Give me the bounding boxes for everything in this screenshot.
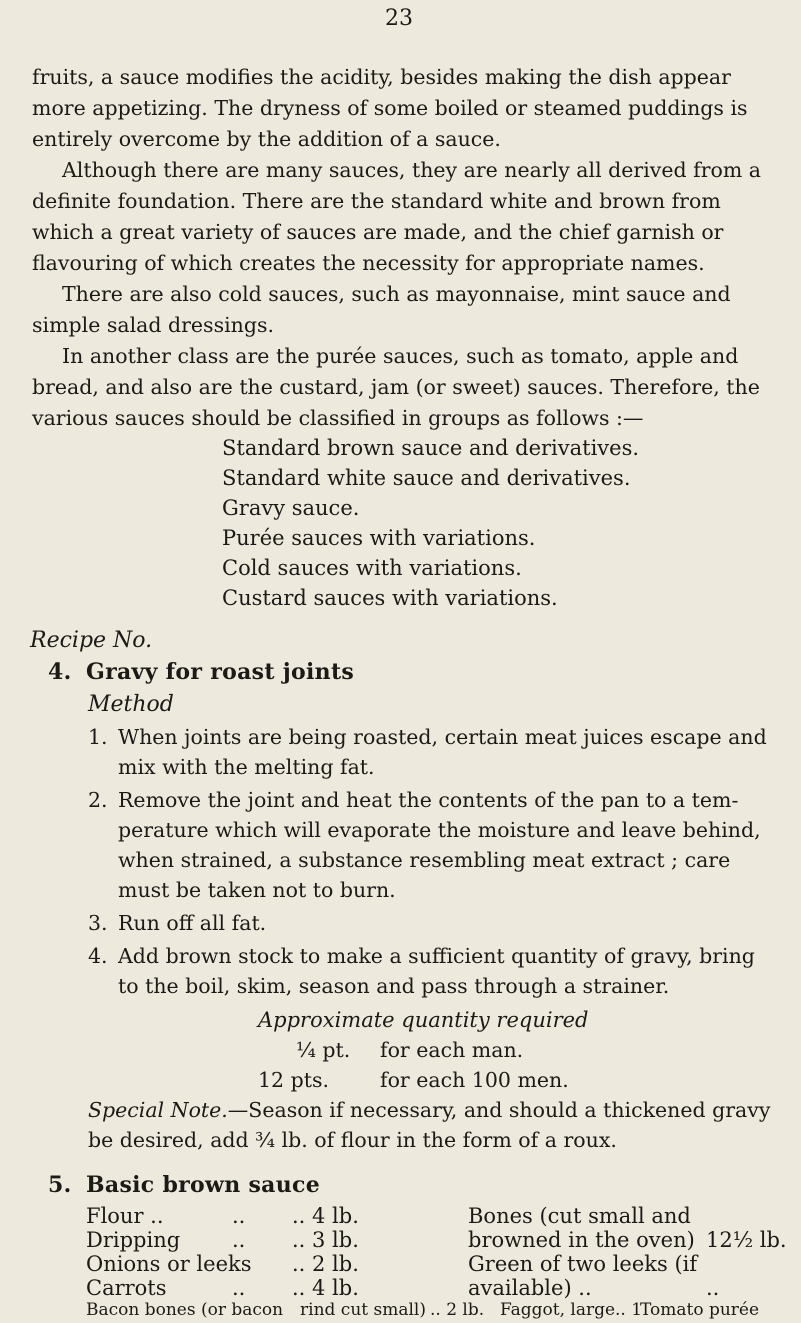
special-note bbox=[88, 1098, 770, 1122]
step-number: 4. bbox=[88, 944, 108, 968]
ingredient-dots: .. bbox=[232, 1204, 246, 1228]
step-line: to the boil, skim, season and pass through a strainer. bbox=[118, 974, 670, 998]
ingredient-name: Flour .. bbox=[86, 1204, 164, 1228]
ingredient-name: rind cut small) bbox=[300, 1300, 426, 1320]
ingredient-name: Carrots bbox=[86, 1276, 167, 1300]
approx-qty-2: 12 pts. bbox=[258, 1068, 329, 1092]
sauce-group-item: Gravy sauce. bbox=[222, 496, 360, 520]
step-line: When joints are being roasted, certain meat juices escape and bbox=[118, 725, 767, 749]
method-label: Method bbox=[88, 692, 174, 717]
approx-qty-1: ¼ pt. bbox=[296, 1038, 351, 1062]
ingredient-qty: .. 4 lb. bbox=[292, 1204, 359, 1228]
ingredient-name: browned in the oven) bbox=[468, 1228, 695, 1252]
sauce-group-item: Custard sauces with variations. bbox=[222, 586, 558, 610]
ingredient-name: Faggot, large bbox=[500, 1300, 616, 1320]
intro-line: definite foundation. There are the standard white and brown from bbox=[32, 189, 721, 213]
ingredient-name: Green of two leeks (if bbox=[468, 1252, 698, 1276]
step-line: perature which will evaporate the moisture and leave behind, bbox=[118, 818, 761, 842]
intro-line: fruits, a sauce modifies the acidity, besides making the dish appear bbox=[32, 65, 731, 89]
ingredient-name: Bacon bones (or bacon bbox=[86, 1300, 284, 1320]
intro-line: flavouring of which creates the necessity for appropriate names. bbox=[32, 251, 705, 275]
step-number: 2. bbox=[88, 788, 108, 812]
step-line: must be taken not to burn. bbox=[118, 878, 396, 902]
approx-text-2: for each 100 men. bbox=[380, 1068, 569, 1092]
step-number: 3. bbox=[88, 911, 108, 935]
approx-text-1: for each man. bbox=[380, 1038, 524, 1062]
sauce-group-item: Cold sauces with variations. bbox=[222, 556, 522, 580]
special-note-line: Season if necessary, and should a thickened gravy bbox=[248, 1098, 771, 1122]
recipe-4-number: 4. bbox=[48, 659, 72, 685]
recipe-5-title: Basic brown sauce bbox=[86, 1172, 321, 1198]
ingredient-name: Dripping bbox=[86, 1228, 181, 1252]
intro-line: bread, and also are the custard, jam (or sweet) sauces. Therefore, the bbox=[32, 375, 760, 399]
ingredient-qty: .. 2 lb. bbox=[292, 1252, 359, 1276]
step-line: Remove the joint and heat the contents of the pan to a tem- bbox=[118, 788, 739, 812]
intro-line: more appetizing. The dryness of some boiled or steamed puddings is bbox=[32, 96, 748, 120]
recipe-no-heading: Recipe No. bbox=[30, 628, 153, 653]
step-number: 1. bbox=[88, 725, 108, 749]
special-note-label: Special Note.— bbox=[88, 1098, 249, 1122]
intro-line: In another class are the purée sauces, such as tomato, apple and bbox=[62, 344, 739, 368]
ingredient-dots: .. bbox=[232, 1276, 246, 1300]
ingredient-qty: .. 3 lb. bbox=[292, 1228, 359, 1252]
ingredient-name: Tomato purée bbox=[640, 1300, 760, 1320]
step-line: mix with the melting fat. bbox=[118, 755, 375, 779]
recipe-4-title: Gravy for roast joints bbox=[86, 659, 355, 685]
ingredient-name: Bones (cut small and bbox=[468, 1204, 691, 1228]
sauce-group-item: Standard white sauce and derivatives. bbox=[222, 466, 631, 490]
ingredient-qty: .. 2 lb. bbox=[430, 1300, 485, 1320]
ingredient-dots: .. bbox=[232, 1228, 246, 1252]
ingredient-name: Onions or leeks bbox=[86, 1252, 252, 1276]
approx-quantity-label: Approximate quantity required bbox=[258, 1008, 589, 1032]
page-number: 23 bbox=[385, 6, 413, 31]
ingredient-qty: .. bbox=[706, 1276, 720, 1300]
intro-line: various sauces should be classified in groups as follows :— bbox=[32, 406, 644, 430]
ingredient-qty: 12½ lb. bbox=[706, 1228, 787, 1252]
ingredient-name: available) .. bbox=[468, 1276, 592, 1300]
step-line: when strained, a substance resembling meat extract ; care bbox=[118, 848, 731, 872]
ingredient-qty: .. 1 bbox=[615, 1300, 643, 1320]
recipe-5-number: 5. bbox=[48, 1172, 72, 1198]
special-note-line: be desired, add ¾ lb. of flour in the form of a roux. bbox=[88, 1128, 617, 1152]
intro-line: Although there are many sauces, they are nearly all derived from a bbox=[62, 158, 762, 182]
intro-line: which a great variety of sauces are made, and the chief garnish or bbox=[32, 220, 724, 244]
step-line: Run off all fat. bbox=[118, 911, 267, 935]
step-line: Add brown stock to make a sufficient quantity of gravy, bring bbox=[118, 944, 755, 968]
intro-line: There are also cold sauces, such as mayonnaise, mint sauce and bbox=[62, 282, 731, 306]
sauce-group-item: Standard brown sauce and derivatives. bbox=[222, 436, 640, 460]
intro-line: simple salad dressings. bbox=[32, 313, 275, 337]
ingredient-qty: .. 4 lb. bbox=[292, 1276, 359, 1300]
intro-line: entirely overcome by the addition of a sauce. bbox=[32, 127, 501, 151]
sauce-group-item: Purée sauces with variations. bbox=[222, 526, 536, 550]
